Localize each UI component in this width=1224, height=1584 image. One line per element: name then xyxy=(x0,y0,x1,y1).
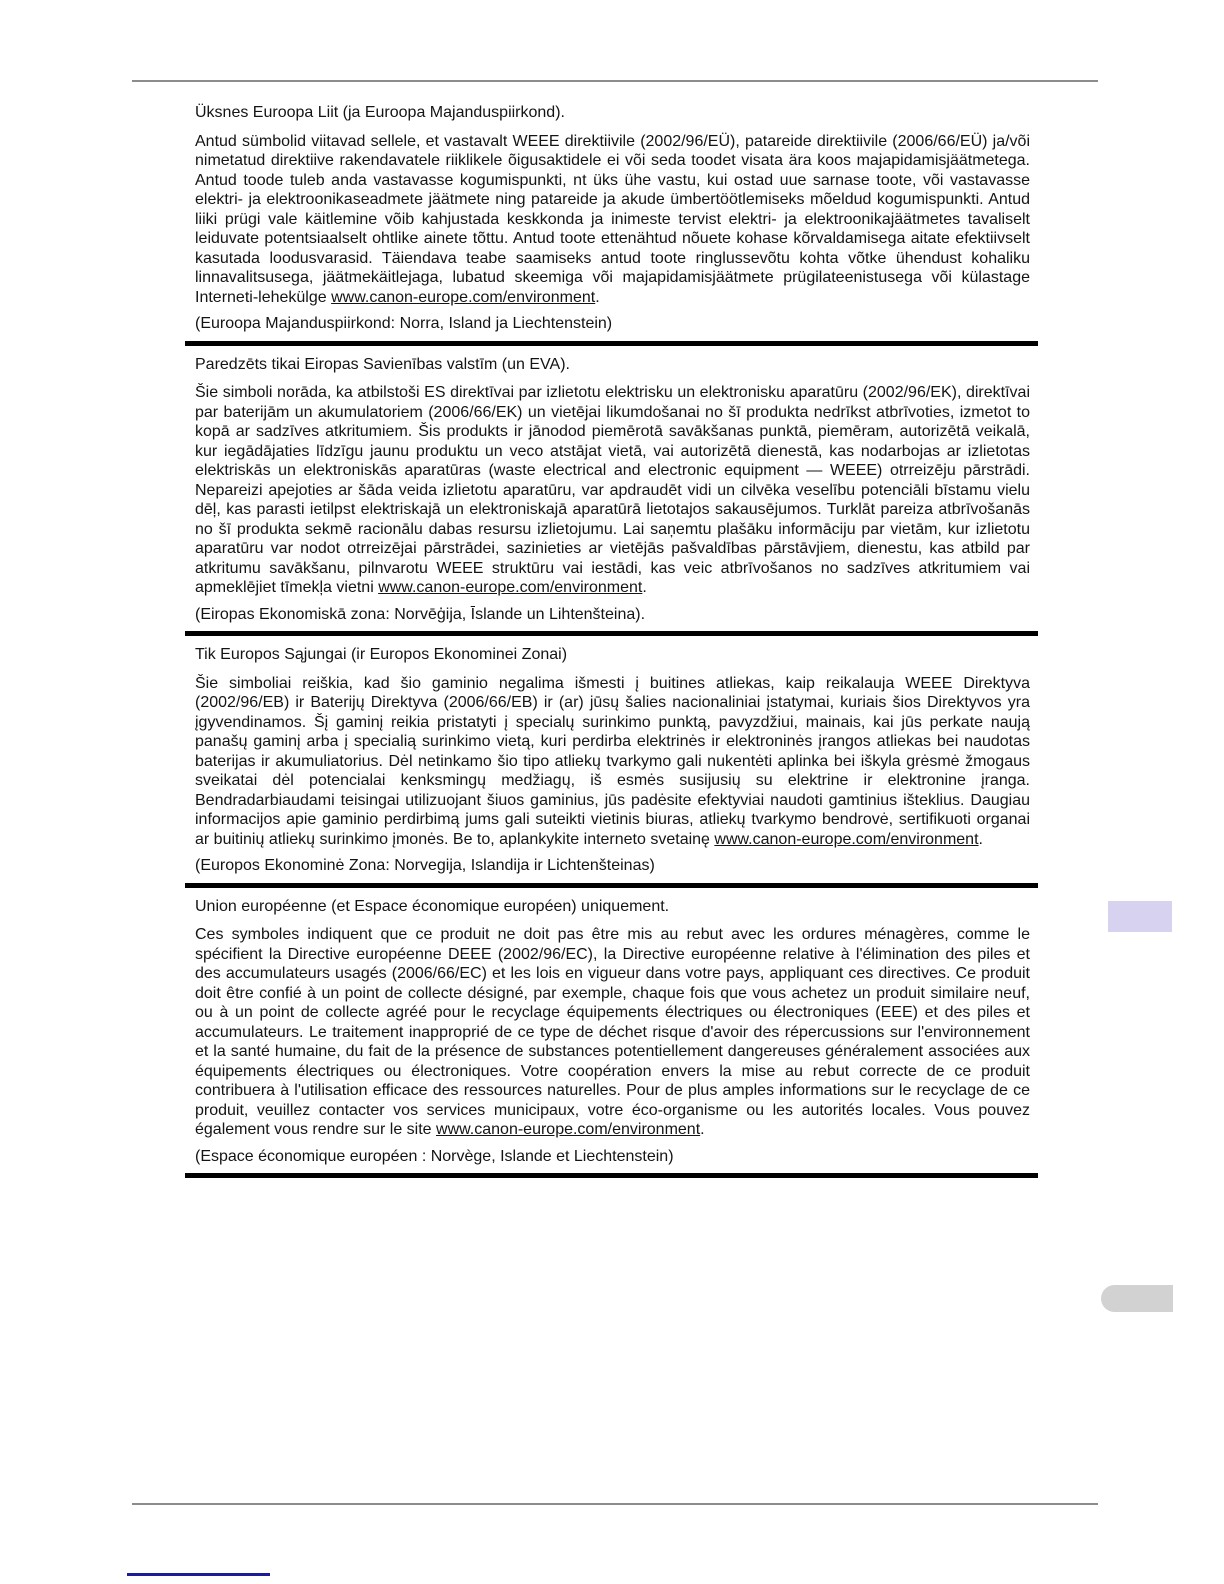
page-nav-tab[interactable] xyxy=(1101,1285,1173,1312)
notice-body-tail: . xyxy=(642,579,647,596)
notice-body-lithuanian xyxy=(195,674,1030,850)
notice-body-french xyxy=(195,925,1030,1140)
section-divider xyxy=(185,341,1038,346)
notice-body-text: Šie simboliai reiškia, kad šio gaminio negalima išmesti į buitines atliekas, kaip reikalauja WEEE Direktyva (2002/96/EB) ir Baterijų Direktyva (2006/66/EB) ir (ar) jūsų šalies nacionaliniai įstatymai, kuriais šios Direktyvos yra įgyvendinamos. Šį gaminį reikia pristatyti į specialų surinkimo punktą, pavyzdžiui, mainais, kai jūs perkate naują panašų gaminį arba į specialią surinkimo vietą, kuri perdirba elektrinės ir elektroninės įrangos atliekas bei naudotas baterijas ir akumuliatorius. Dėl netinkamo šio tipo atliekų tvarkymo gali nukentėti aplinka bei iškyla grėsmė žmogaus sveikatai dėl potencialai kenksmingų medžiagų, iš esmės susijusių su elektrine ir elektronine įranga. Bendradarbiaudami teisingai utilizuojant šiuos gaminius, jūs padėsite efektyviai naudoti gamtinius išteklius. Daugiau informacijos apie gaminio perdirbimą jums gali suteikti vietinis biuras, atliekų tvarkymo bendrovė, sertifikuoti organai ar buitinių atliekų surinkimo įmonės. Be to, aplankykite interneto svetainę xyxy=(195,674,1030,848)
section-divider xyxy=(185,631,1038,636)
environment-url-link[interactable]: www.canon-europe.com/environment xyxy=(378,579,643,596)
page-top-rule xyxy=(132,80,1098,82)
notice-body-tail: . xyxy=(978,830,983,848)
eea-note-lithuanian: (Europos Ekonominė Zona: Norvegija, Islandija ir Lichtenšteinas) xyxy=(195,857,655,874)
section-divider xyxy=(185,1173,1038,1178)
section-divider xyxy=(185,883,1038,888)
weee-notice-latvian xyxy=(185,355,1038,625)
notice-body-text: Ces symboles indiquent que ce produit ne doit pas être mis au rebut avec les ordures ménagères, comme le spécifient la Directive européenne DEEE (2002/96/EC), la Directive européenne relative à l'élimination des piles et des accumulateurs usagés (2006/66/EC) et les lois en vigueur dans votre pays, appliquant ces directives. Ce produit doit être confié à un point de collecte désigné, par exemple, chaque fois que vous achetez un produit similaire neuf, ou à un point de collecte agréé pour le recyclage équipements électriques ou électroniques (EEE) et des piles et accumulateurs. Le traitement inapproprié de ce type de déchet risque d'avoir des répercussions sur l'environnement et la santé humaine, du fait de la présence de substances potentiellement dangereuses généralement associées aux équipements électriques ou électroniques. Votre coopération envers la mise au rebut correcte de ce produit contribuera à l'utilisation efficace des ressources naturelles. Pour de plus amples informations sur le recyclage de ce produit, veuillez contacter vos services municipaux, votre éco-organisme ou les autorités locales. Vous pouvez également vous rendre sur le site xyxy=(195,926,1030,1138)
notice-body-tail: . xyxy=(700,1121,705,1138)
environment-url-link[interactable]: www.canon-europe.com/environment xyxy=(331,288,596,306)
eea-note-french: (Espace économique européen : Norvège, Islande et Liechtenstein) xyxy=(195,1147,674,1165)
weee-notice-lithuanian xyxy=(185,645,1038,876)
notice-heading-latvian: Paredzēts tikai Eiropas Savienības valstīm (un EVA). xyxy=(195,355,570,373)
notice-heading-french: Union européenne (et Espace économique européen) uniquement. xyxy=(195,897,670,915)
notice-body-text: Šie simboli norāda, ka atbilstoši ES direktīvai par izlietotu elektrisku un elektronisku aparatūru (2002/96/EK), direktīvai par baterijām un akumulatoriem (2006/66/EK) un vietējai likumdošanai no šī produkta nedrīkst atbrīvoties, izmetot to kopā ar sadzīves atkritumiem. Šis produkts ir jānodod piemērotā savākšanas punktā, piemēram, autorizētā veikalā, kur iegādājaties līdzīgu jaunu produktu un veco atstājat vietā, vai autorizētā dienestā, kas nodarbojas ar izlietotas elektriskās un elektroniskās aparatūras (waste electrical and electronic equipment — WEEE) otrreizēju pārstrādi. Nepareizi apejoties ar šāda veida izlietotu aparatūru, var apdraudēt vidi un cilvēka veselību potenciāli bīstamu vielu dēļ, kas parasti ietilpst elektriskajā un elektroniskajā aparatūrā lietotajos sakausējumos. Turklāt pareiza atbrīvošanās no šī produkta sekmē racionālu dabas resursu izlietojumu. Lai saņemtu plašāku informāciju par vietām, kur izlietotu aparatūru var nodot otrreizējai pārstrādei, sazinieties ar vietējās pašvaldības pārstāvjiem, dienestu, kas atbild par atkritumu savākšanu, pilnvarotu WEEE struktūru vai iestādi, kas veic atbrīvošanos no sadzīves atkritumiem vai apmeklējiet tīmekļa vietni xyxy=(195,384,1030,596)
environment-url-link[interactable]: www.canon-europe.com/environment xyxy=(436,1121,701,1138)
notice-body-estonian xyxy=(195,132,1030,308)
weee-notices-page xyxy=(185,94,1038,1178)
chapter-edge-tab[interactable] xyxy=(1108,901,1172,932)
notice-body-tail: . xyxy=(595,288,600,306)
notice-body-text: Antud sümbolid viitavad sellele, et vastavalt WEEE direktiivile (2002/96/EÜ), patareide direktiivile (2006/66/EÜ) ja/või nimetatud direktiive rakendavatele riiklikele õigusaktidele ei või seda toodet visata ära koos majapidamisjäätmetega. Antud toode tuleb anda vastavasse kogumispunkti, nt üks ühe vastu, kui ostad uue sarnase toote, või vastavasse elektri- ja elektroonikaseadmete jäätmete ning patareide ja akude ümbertöötlemiseks mõeldud kogumispunkti. Antud liiki prügi vale käitlemine võib kahjustada keskkonda ja inimeste tervist elektri- ja elektroonikajäätmetes tavaliselt leiduvate potentsiaalselt ohtlike ainete tõttu. Antud toote ettenähtud nõuete kohase kõrvaldamisega aitate efektiivselt kasutada loodusvarasid. Täiendava teabe saamiseks antud toote ringlussevõtu kohta võtke ühendust kohaliku linnavalitsusega, jäätmekäitlejaga, lubatud skeemiga või majapidamisjäätmete prügilateenistusega või külastage Interneti-lehekülge xyxy=(195,132,1030,306)
notice-heading-estonian: Üksnes Euroopa Liit (ja Euroopa Majanduspiirkond). xyxy=(195,104,565,121)
footer-link-underline xyxy=(127,1573,270,1576)
page-bottom-rule xyxy=(132,1503,1098,1505)
eea-note-estonian: (Euroopa Majanduspiirkond: Norra, Island ja Liechtenstein) xyxy=(195,315,613,332)
environment-url-link[interactable]: www.canon-europe.com/environment xyxy=(714,830,979,848)
eea-note-latvian: (Eiropas Ekonomiskā zona: Norvēģija, Īslande un Lihtenšteina). xyxy=(195,605,646,623)
weee-notice-french xyxy=(185,897,1038,1167)
weee-notice-estonian xyxy=(185,103,1038,334)
notice-body-latvian xyxy=(195,383,1030,598)
notice-heading-lithuanian: Tik Europos Sąjungai (ir Europos Ekonominei Zonai) xyxy=(195,646,568,663)
